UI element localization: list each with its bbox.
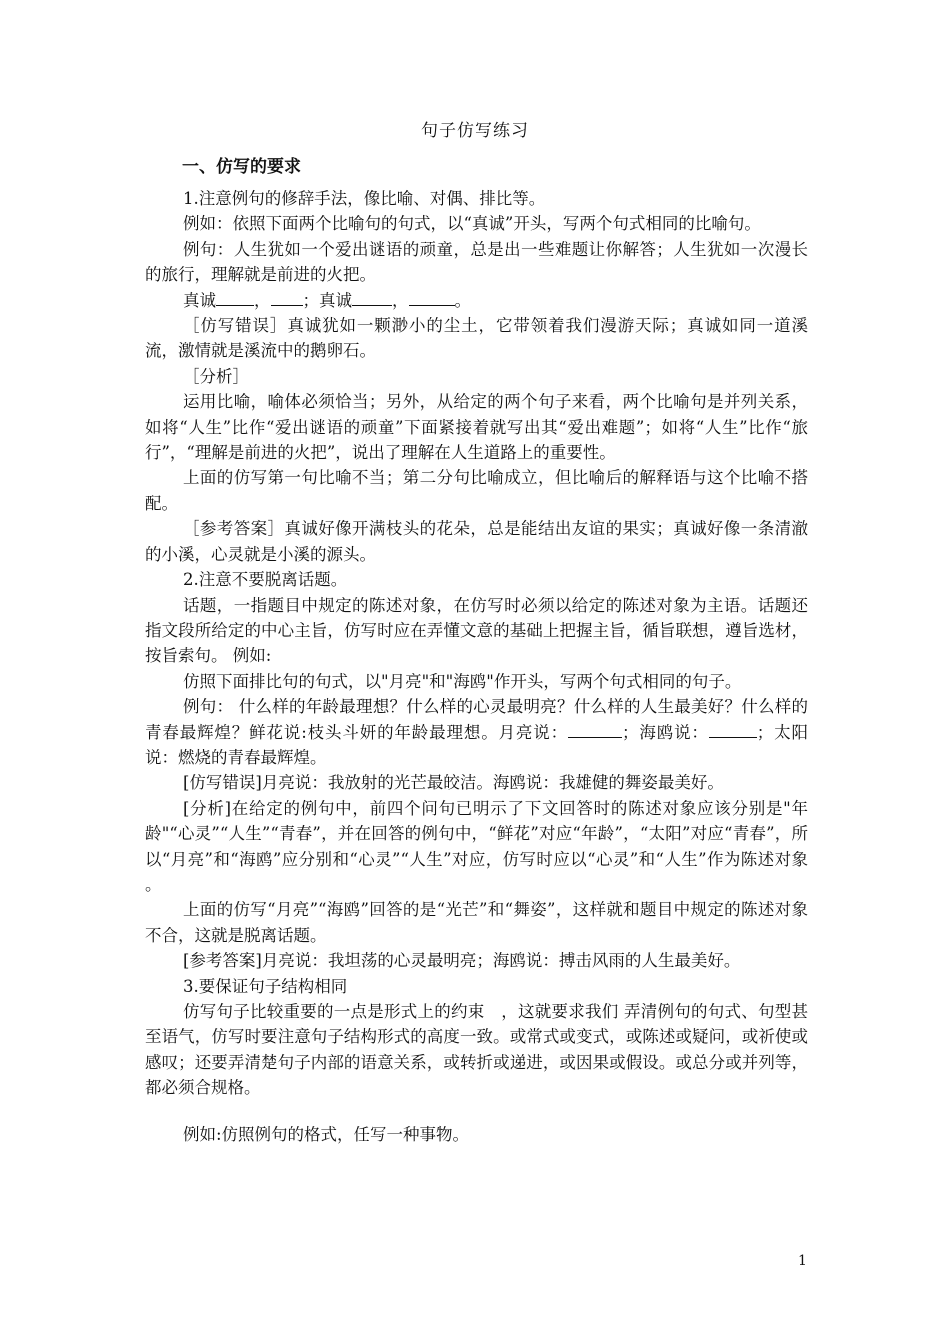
paragraph: 3.要保证句子结构相同 [183,976,348,996]
answer-blank [271,288,303,306]
fill-text: 真诚 [183,290,216,310]
paragraph: [分析]在给定的例句中，前四个问句已明示了下文回答时的陈述对象应该分别是"年龄"“心灵”“人生”“青春”，并在回答的例句中，“鲜花”对应“年龄”，“太阳”对应“青春”，所以“月亮”和“海鸥”应分别和“心灵”“人生”对应，仿写时应以“心灵”和“人生”作为陈述对象 。 [145,798,808,894]
paragraph: 仿写句子比较重要的一点是形式上的约束 ，这就要求我们 弄清例句的句式、句型甚至语气，仿写时要注意句子结构形式的高度一致。或常式或变式，或陈述或疑问，或祈使或感叹；还要弄清楚句子内部的语意关系，或转折或递进，或因果或假设。或总分或并列等，都必须合规格。 [145,1002,808,1098]
paragraph: 话题，一指题目中规定的陈述对象，在仿写时必须以给定的陈述对象为主语。话题还指文段所给定的中心主旨，仿写时应在弄懂文意的基础上把握主旨，循旨联想，遵旨选材，按旨索句。 例如: [145,595,808,666]
answer-blank [409,288,455,306]
document-title: 句子仿写练习 [421,121,529,141]
fill-in-line [145,288,808,313]
fill-text: ；海鸥说： [622,722,709,742]
answer-blank [568,720,622,738]
paragraph: 例如:仿照例句的格式，任写一种事物。 [183,1124,470,1144]
paragraph: 仿照下面排比句的句式，以"月亮"和"海鸥"作开头，写两个句式相同的句子。 [183,671,742,691]
fill-text: 。 [454,290,471,310]
answer-blank [352,288,392,306]
paragraph: 上面的仿写“月亮”“海鸥”回答的是“光芒”和“舞姿”，这样就和题目中规定的陈述对象不合，这就是脱离话题。 [145,900,808,945]
fill-text: ， [254,290,271,310]
document-body [145,186,808,1147]
paragraph: 例句：人生犹如一个爱出谜语的顽童，总是出一些难题让你解答；人生犹如一次漫长的旅行，理解就是前进的火把。 [145,239,808,285]
fill-text: ， [392,290,409,310]
paragraph: ［参考答案］真诚好像开满枝头的花朵，总是能结出友谊的果实；真诚好像一条清澈的小溪，心灵就是小溪的源头。 [145,519,808,564]
answer-blank [709,720,757,738]
section-heading: 一、仿写的要求 [182,157,301,177]
answer-blank [216,288,254,306]
paragraph: 例如：依照下面两个比喻句的句式，以“真诚”开头，写两个句式相同的比喻句。 [183,214,761,234]
fill-text: ；太阳说：燃烧的青春最辉煌。 [145,722,809,767]
paragraph: 1.注意例句的修辞手法，像比喻、对偶、排比等。 [183,189,546,208]
paragraph: 2.注意不要脱离话题。 [183,570,348,590]
fill-text: ；真诚 [302,290,352,310]
paragraph: [参考答案]月亮说：我坦荡的心灵最明亮；海鸥说：搏击风雨的人生最美好。 [183,951,741,971]
paragraph: 运用比喻，喻体必须恰当；另外，从给定的两个句子来看，两个比喻句是并列关系，如将“人生”比作“爱出谜语的顽童”下面紧接着就写出其“爱出难题”；如将“人生”比作“旅行”，“理解是前进的火把”，说出了理解在人生道路上的重要性。 [145,392,808,463]
paragraph: [仿写错误]月亮说：我放射的光芒最皎洁。海鸥说：我雄健的舞姿最美好。 [183,773,724,793]
paragraph: 上面的仿写第一句比喻不当；第二分句比喻成立，但比喻后的解释语与这个比喻不搭配。 [145,468,808,513]
paragraph: ［仿写错误］真诚犹如一颗渺小的尘土，它带领着我们漫游天际；真诚如同一道溪流，激情就是溪流中的鹅卵石。 [145,316,808,361]
page-number: 1 [798,1253,807,1269]
fill-text: 例句： 什么样的年龄最理想？什么样的心灵最明亮？什么样的人生最美好？什么样的青春最辉煌？鲜花说:枝头斗妍的年龄最理想。月亮说： [145,697,808,742]
paragraph: ［分析］ [183,366,249,386]
fill-in-paragraph [145,694,808,770]
